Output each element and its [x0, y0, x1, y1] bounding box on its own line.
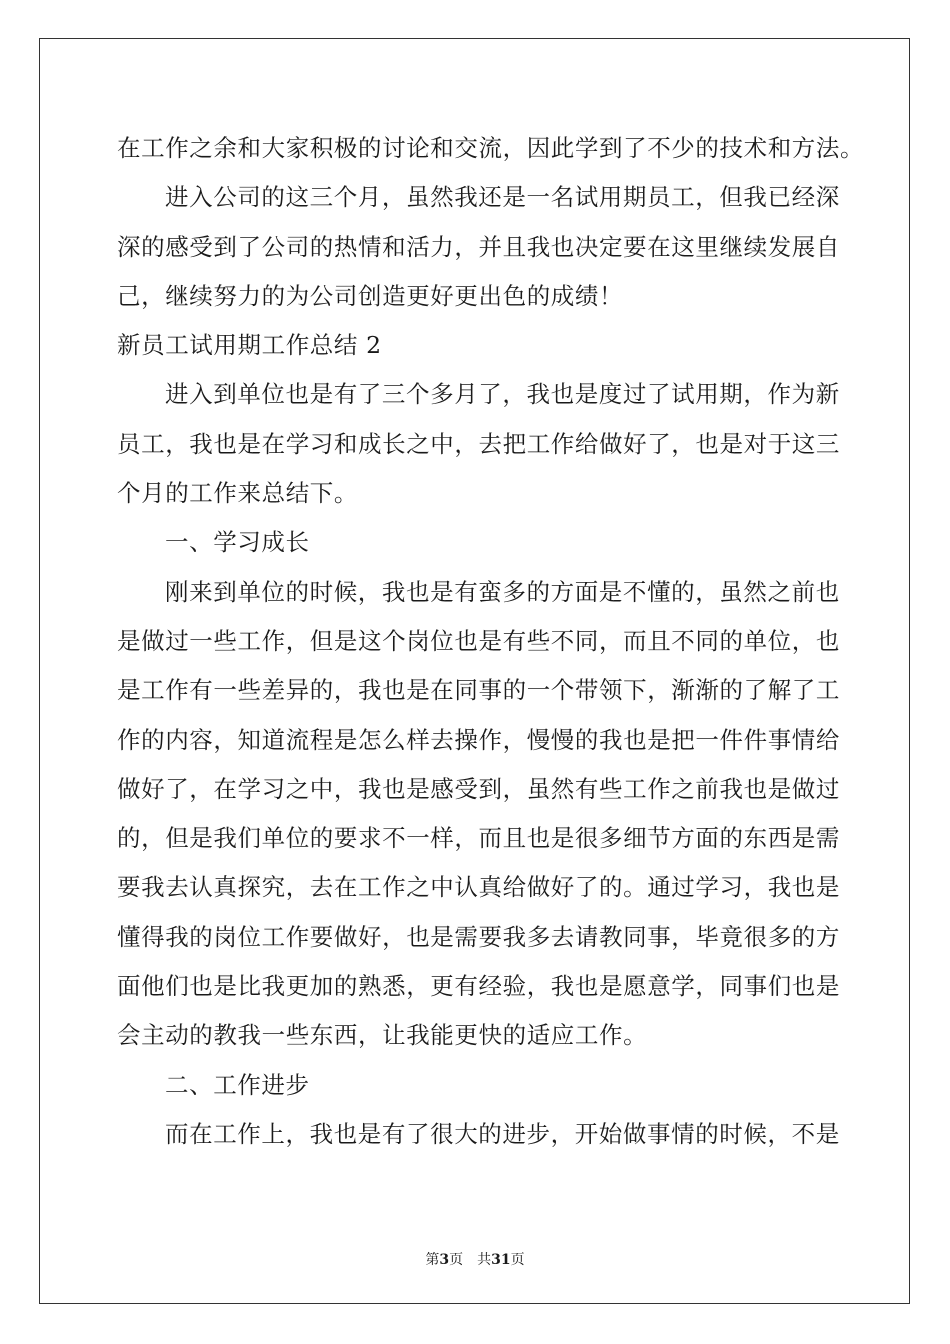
subsection-heading: 一、学习成长	[165, 528, 310, 557]
text-line: 深的感受到了公司的热情和活力，并且我也决定要在这里继续发展自	[117, 232, 840, 261]
text-line: 刚来到单位的时候，我也是有蛮多的方面是不懂的，虽然之前也	[165, 577, 840, 606]
page-number: 3	[439, 1252, 450, 1268]
text-line: 进入公司的这三个月，虽然我还是一名试用期员工，但我已经深	[165, 183, 840, 212]
subsection-heading: 二、工作进步	[165, 1070, 310, 1099]
text-line: 会主动的教我一些东西，让我能更快的适应工作。	[117, 1021, 648, 1050]
text-line: 做好了，在学习之中，我也是感受到，虽然有些工作之前我也是做过	[117, 774, 840, 803]
page-unit: 页	[449, 1252, 464, 1268]
text-line: 的，但是我们单位的要求不一样，而且也是很多细节方面的东西是需	[117, 824, 840, 853]
text-line: 在工作之余和大家积极的讨论和交流，因此学到了不少的技术和方法。	[117, 134, 865, 162]
text-line: 要我去认真探究，去在工作之中认真给做好了的。通过学习，我也是	[117, 873, 840, 902]
text-line: 员工，我也是在学习和成长之中，去把工作给做好了，也是对于这三	[117, 429, 840, 458]
text-line: 而在工作上，我也是有了很大的进步，开始做事情的时候，不是	[165, 1119, 840, 1148]
text-line: 面他们也是比我更加的熟悉，更有经验，我也是愿意学，同事们也是	[117, 972, 840, 1001]
text-line: 是做过一些工作，但是这个岗位也是有些不同，而且不同的单位，也	[117, 626, 840, 655]
text-line: 是工作有一些差异的，我也是在同事的一个带领下，渐渐的了解了工	[117, 676, 840, 705]
text-line: 懂得我的岗位工作要做好，也是需要我多去请教同事，毕竟很多的方	[117, 922, 840, 951]
text-line: 进入到单位也是有了三个多月了，我也是度过了试用期，作为新	[165, 380, 840, 409]
page-footer	[0, 1249, 950, 1269]
page-label: 第	[425, 1252, 440, 1268]
total-unit: 页	[510, 1252, 525, 1268]
section-heading: 新员工试用期工作总结 2	[117, 331, 382, 360]
total-label: 共	[477, 1252, 492, 1268]
text-line: 作的内容，知道流程是怎么样去操作，慢慢的我也是把一件件事情给	[117, 725, 840, 754]
total-pages: 31	[491, 1252, 511, 1268]
text-line: 己，继续努力的为公司创造更好更出色的成绩！	[117, 281, 624, 310]
text-line: 个月的工作来总结下。	[117, 479, 358, 508]
document-body	[117, 124, 865, 1159]
